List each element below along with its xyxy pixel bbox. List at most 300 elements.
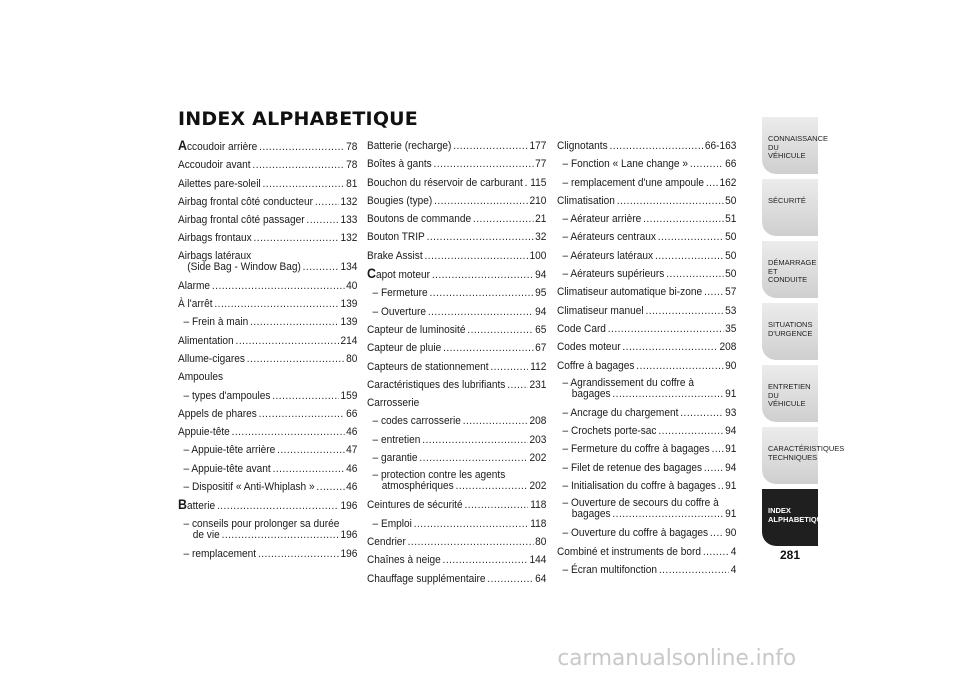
index-column-1 — [178, 137, 357, 563]
index-entry — [367, 394, 546, 412]
entry-label: – types d'ampoules — [184, 387, 271, 405]
index-subentry — [178, 478, 357, 496]
entry-label: – Aérateurs supérieurs — [563, 265, 665, 283]
entry-page: 208 — [719, 341, 737, 354]
dot-leader — [316, 478, 344, 496]
index-subentry — [557, 459, 736, 477]
index-subentry — [557, 524, 736, 542]
index-entry — [367, 570, 546, 588]
dot-leader — [232, 423, 345, 441]
dot-leader — [655, 247, 723, 265]
entry-page: 159 — [340, 389, 358, 402]
entry-label: – garantie — [373, 449, 418, 467]
entry-page: 91 — [725, 508, 737, 521]
entry-continuation — [563, 389, 737, 400]
entry-page: 50 — [725, 268, 737, 281]
index-subentry — [367, 412, 546, 430]
entry-page: 46 — [346, 481, 358, 494]
entry-page: 214 — [340, 334, 358, 347]
entry-label: – conseils pour prolonger sa durée — [184, 519, 358, 530]
entry-page: 118 — [530, 499, 547, 512]
dot-leader — [666, 265, 723, 283]
dot-leader — [487, 570, 533, 588]
entry-label-continued: (Side Bag - Window Bag) — [187, 260, 301, 273]
index-entry — [367, 247, 546, 265]
entry-label: – Ouverture — [373, 303, 426, 321]
entry-page: 91 — [725, 480, 737, 493]
entry-page: 210 — [529, 194, 547, 207]
dot-leader — [507, 376, 527, 394]
entry-page: 202 — [529, 480, 547, 493]
index-entry — [178, 496, 357, 515]
entry-label: Chaînes à neige — [367, 554, 441, 567]
entry-page: 66-163 — [704, 140, 737, 152]
entry-page: 91 — [725, 443, 737, 456]
entry-continuation — [178, 262, 357, 273]
entry-label: – Aérateurs centraux — [563, 228, 656, 246]
entry-page: 51 — [725, 213, 737, 226]
dot-leader — [658, 422, 723, 440]
page-title: INDEX ALPHABETIQUE — [178, 108, 418, 130]
index-subentry — [557, 265, 736, 283]
dot-leader — [432, 266, 533, 284]
entry-page: 32 — [535, 231, 547, 244]
entry-continuation — [184, 530, 358, 541]
dot-leader — [236, 332, 339, 350]
entry-label: – remplacement d'une ampoule — [563, 174, 704, 192]
entry-label: Bouchon du réservoir de carburant — [367, 176, 523, 189]
entry-page: 90 — [725, 527, 737, 540]
entry-page: 21 — [535, 213, 547, 226]
dot-leader — [712, 440, 724, 458]
index-entry — [178, 175, 357, 193]
section-tabs — [762, 117, 845, 551]
entry-label — [178, 496, 215, 515]
entry-label: Climatiseur automatique bi-zone — [557, 286, 703, 299]
entry-label: Capteur de pluie — [367, 342, 442, 355]
entry-page: 50 — [725, 231, 737, 244]
entry-continuation — [563, 509, 737, 520]
initial-letter: C — [367, 266, 376, 282]
initial-letter: B — [178, 497, 187, 513]
index-entry — [367, 376, 546, 394]
dot-leader — [704, 283, 723, 301]
entry-page: 4 — [730, 563, 737, 576]
dot-leader — [217, 497, 339, 515]
entry-page: 100 — [529, 249, 547, 262]
entry-label: À l'arrêt — [178, 298, 213, 311]
entry-label: Capteur de luminosité — [367, 323, 466, 336]
index-subentry — [367, 449, 546, 467]
dot-leader — [617, 192, 724, 210]
index-entry — [178, 423, 357, 441]
dot-leader — [609, 137, 703, 155]
entry-page: 94 — [535, 305, 547, 318]
entry-page: 80 — [535, 535, 547, 548]
entry-page: 95 — [535, 287, 547, 300]
dot-leader — [214, 295, 338, 313]
dot-leader — [428, 303, 533, 321]
entry-label: Ceintures de sécurité — [367, 499, 463, 512]
dot-leader — [434, 192, 528, 210]
entry-label: Bougies (type) — [367, 194, 433, 207]
entry-page: 202 — [529, 452, 547, 465]
entry-label: Appels de phares — [178, 407, 257, 420]
page-number: 281 — [779, 548, 801, 562]
entry-page: 203 — [529, 433, 547, 446]
entry-label: – Crochets porte-sac — [563, 422, 657, 440]
entry-label: – Ouverture du coffre à bagages — [563, 524, 709, 542]
entry-page: 139 — [340, 298, 358, 311]
index-entry — [557, 495, 736, 524]
section-tab[interactable] — [762, 241, 818, 298]
entry-label: – Initialisation du coffre à bagages — [563, 477, 716, 495]
section-tab[interactable] — [762, 489, 828, 546]
entry-page: 94 — [725, 461, 737, 474]
index-entry — [557, 543, 736, 561]
dot-leader — [443, 339, 533, 357]
index-entry — [367, 496, 546, 514]
entry-label: – remplacement — [184, 545, 257, 563]
entry-page: 208 — [529, 415, 547, 428]
index-entry — [178, 193, 357, 211]
index-entry — [557, 320, 736, 338]
index-entry — [367, 533, 546, 551]
dot-leader — [315, 193, 339, 211]
index-entry — [178, 229, 357, 247]
index-entry — [367, 551, 546, 569]
dot-leader — [680, 404, 723, 422]
entry-label-continued: bagages — [571, 387, 611, 400]
index-entry — [178, 295, 357, 313]
entry-label: Ailettes pare-soleil — [178, 177, 261, 190]
entry-page: 196 — [340, 528, 358, 541]
entry-label: Codes moteur — [557, 341, 621, 354]
index-entry — [178, 332, 357, 350]
entry-page: 67 — [535, 342, 547, 355]
index-subentry — [367, 284, 546, 302]
index-entry — [178, 405, 357, 423]
entry-label: – Aérateurs latéraux — [563, 247, 654, 265]
index-subentry — [557, 561, 736, 579]
entry-page: 47 — [346, 444, 358, 457]
entry-label: – Ouverture de secours du coffre à — [563, 498, 737, 509]
entry-label: Ampoules — [178, 371, 224, 384]
section-tab[interactable] — [762, 427, 845, 484]
index-entry — [557, 375, 736, 404]
entry-label: Batterie (recharge) — [367, 140, 452, 152]
dot-leader — [706, 174, 718, 192]
dot-leader — [456, 481, 528, 492]
dot-leader — [659, 561, 729, 579]
entry-page: 35 — [725, 322, 737, 335]
entry-label-rest: apot moteur — [375, 269, 430, 282]
section-tab[interactable] — [762, 179, 818, 236]
index-column-3 — [557, 137, 736, 579]
entry-label: Climatisation — [557, 194, 615, 207]
index-entry — [367, 174, 546, 192]
dot-leader — [422, 431, 527, 449]
entry-label: – Fermeture du coffre à bagages — [563, 440, 710, 458]
entry-page: 144 — [529, 554, 547, 567]
dot-leader — [612, 509, 723, 520]
dot-leader — [703, 543, 729, 561]
entry-label: Boîtes à gants — [367, 158, 432, 171]
entry-label: – codes carrosserie — [373, 412, 461, 430]
entry-page: 196 — [340, 500, 358, 513]
entry-page: 57 — [725, 286, 737, 299]
entry-label: Accoudoir avant — [178, 159, 251, 172]
section-tab[interactable] — [762, 365, 818, 422]
dot-leader — [222, 530, 339, 541]
entry-label: Chauffage supplémentaire — [367, 572, 486, 585]
entry-label: Brake Assist — [367, 249, 423, 262]
index-subentry — [557, 247, 736, 265]
entry-page: 196 — [340, 547, 358, 560]
section-tab[interactable] — [762, 303, 818, 360]
entry-label: – Ancrage du chargement — [563, 404, 679, 422]
dot-leader — [258, 545, 339, 563]
entry-label: – Dispositif « Anti-Whiplash » — [184, 478, 315, 496]
index-subentry — [557, 422, 736, 440]
entry-label: Allume-cigares — [178, 352, 245, 365]
entry-label-continued: de vie — [192, 528, 220, 541]
dot-leader — [718, 477, 724, 495]
index-entry — [557, 338, 736, 356]
entry-label: – entretien — [373, 431, 421, 449]
dot-leader — [259, 138, 344, 156]
entry-page: 139 — [340, 316, 358, 329]
entry-label-continued: atmosphériques — [381, 480, 454, 493]
index-subentry — [557, 174, 736, 192]
index-subentry — [178, 387, 357, 405]
index-entry — [367, 265, 546, 284]
entry-label: – Écran multifonction — [563, 561, 658, 579]
entry-label: Capteurs de stationnement — [367, 360, 489, 373]
dot-leader — [473, 210, 533, 228]
dot-leader — [622, 338, 717, 356]
dot-leader — [419, 449, 527, 467]
index-entry — [367, 155, 546, 173]
entry-page: 112 — [530, 360, 547, 373]
dot-leader — [645, 302, 723, 320]
dot-leader — [250, 313, 339, 331]
dot-leader — [427, 228, 534, 246]
initial-letter: A — [178, 138, 187, 153]
dot-leader — [453, 137, 527, 155]
index-entry — [557, 283, 736, 301]
dot-leader — [430, 284, 534, 302]
entry-label: Airbags latéraux — [178, 249, 252, 262]
entry-label: – Emploi — [373, 515, 412, 533]
entry-label-rest: ccoudoir arrière — [186, 141, 258, 153]
entry-label: Bouton TRIP — [367, 231, 425, 244]
entry-page: 66 — [346, 407, 358, 420]
dot-leader — [690, 155, 723, 173]
entry-page: 4 — [730, 545, 737, 558]
index-entry — [367, 339, 546, 357]
dot-leader — [636, 357, 723, 375]
entry-label: Airbag frontal côté conducteur — [178, 195, 314, 208]
entry-label: – Appuie-tête arrière — [184, 441, 276, 459]
entry-page: 80 — [346, 352, 358, 365]
index-subentry — [178, 545, 357, 563]
entry-page: 162 — [719, 176, 737, 189]
entry-label: – Filet de retenue des bagages — [563, 459, 703, 477]
entry-continuation — [373, 481, 547, 492]
dot-leader — [252, 156, 344, 174]
entry-page: 65 — [535, 323, 547, 336]
index-entry — [367, 358, 546, 376]
index-subentry — [557, 155, 736, 173]
entry-page: 64 — [535, 572, 547, 585]
entry-label-rest: atterie — [186, 500, 216, 513]
index-subentry — [178, 441, 357, 459]
entry-label — [178, 137, 257, 156]
entry-label: Caractéristiques des lubrifiants — [367, 378, 506, 391]
index-entry — [178, 516, 357, 545]
entry-page: 50 — [725, 194, 737, 207]
index-entry — [367, 228, 546, 246]
index-subentry — [367, 303, 546, 321]
entry-page: 46 — [346, 426, 358, 439]
dot-leader — [443, 551, 528, 569]
index-entry — [557, 302, 736, 320]
entry-page: 134 — [340, 260, 358, 273]
entry-page: 118 — [530, 517, 547, 530]
index-entry — [178, 248, 357, 277]
entry-label-continued: bagages — [571, 508, 611, 521]
index-entry — [557, 357, 736, 375]
section-tab-label: CARACTÉRISTIQUES TECHNIQUES — [768, 444, 845, 462]
entry-page: 132 — [340, 232, 358, 245]
section-tab-label: SÉCURITÉ — [768, 196, 806, 205]
entry-page: 93 — [725, 406, 737, 419]
index-entry — [367, 192, 546, 210]
entry-label: – protection contre les agents — [373, 470, 547, 481]
entry-page: 46 — [346, 462, 358, 475]
dot-leader — [303, 262, 339, 273]
entry-label: Code Card — [557, 322, 606, 335]
entry-label: – Fermeture — [373, 284, 428, 302]
section-tab-label: INDEX ALPHABETIQUE — [768, 506, 828, 524]
index-entry — [178, 368, 357, 386]
entry-label: Airbags frontaux — [178, 232, 252, 245]
index-entry — [367, 467, 546, 496]
entry-page: 40 — [346, 279, 358, 292]
entry-page: 53 — [725, 304, 737, 317]
entry-label: Cendrier — [367, 535, 406, 548]
entry-label: Coffre à bagages — [557, 359, 635, 372]
index-entry — [367, 210, 546, 228]
entry-page: 177 — [529, 140, 547, 152]
index-subentry — [557, 228, 736, 246]
dot-leader — [643, 210, 723, 228]
section-tab-label: CONNAISSANCE DU VÉHICULE — [768, 134, 829, 160]
dot-leader — [434, 155, 534, 173]
index-subentry — [557, 404, 736, 422]
watermark: carmanualsonline.info — [557, 646, 797, 671]
index-entry — [178, 137, 357, 156]
dot-leader — [490, 358, 528, 376]
entry-label: Climatiseur manuel — [557, 304, 644, 317]
index-entry — [178, 211, 357, 229]
entry-label: – Frein à main — [184, 313, 249, 331]
entry-page: 91 — [725, 387, 737, 400]
entry-page: 132 — [340, 195, 358, 208]
entry-label: – Fonction « Lane change » — [563, 155, 688, 173]
dot-leader — [525, 174, 529, 192]
entry-page: 115 — [530, 176, 547, 189]
entry-label: Alarme — [178, 279, 211, 292]
entry-label: Boutons de commande — [367, 213, 472, 226]
dot-leader — [272, 387, 338, 405]
entry-label: – Agrandissement du coffre à — [563, 378, 737, 389]
index-entry — [367, 137, 546, 155]
dot-leader — [277, 441, 344, 459]
entry-page: 50 — [725, 249, 737, 262]
dot-leader — [704, 459, 723, 477]
index-entry — [178, 350, 357, 368]
index-entry — [367, 321, 546, 339]
dot-leader — [212, 277, 344, 295]
dot-leader — [464, 496, 528, 514]
entry-label: – Aérateur arrière — [563, 210, 642, 228]
index-entry — [557, 192, 736, 210]
dot-leader — [425, 247, 528, 265]
section-tab-label: ENTRETIEN DU VÉHICULE — [768, 382, 811, 408]
entry-label — [367, 265, 430, 284]
index-entry — [557, 137, 736, 155]
index-subentry — [557, 210, 736, 228]
dot-leader — [414, 515, 529, 533]
index-column-2 — [367, 137, 546, 588]
dot-leader — [259, 405, 345, 423]
index-subentry — [178, 313, 357, 331]
entry-label: Carrosserie — [367, 397, 420, 410]
dot-leader — [463, 412, 528, 430]
entry-label: Clignotants — [557, 140, 608, 152]
dot-leader — [710, 524, 723, 542]
dot-leader — [612, 389, 723, 400]
dot-leader — [247, 350, 345, 368]
entry-page: 78 — [346, 141, 358, 153]
index-subentry — [178, 460, 357, 478]
dot-leader — [273, 460, 345, 478]
section-tab-label: SITUATIONS D'URGENCE — [768, 320, 813, 338]
index-entry — [178, 156, 357, 174]
dot-leader — [306, 211, 338, 229]
dot-leader — [467, 321, 533, 339]
dot-leader — [658, 228, 724, 246]
section-tab[interactable] — [762, 117, 829, 174]
entry-page: 90 — [725, 359, 737, 372]
entry-page: 81 — [346, 177, 358, 190]
entry-page: 231 — [529, 378, 547, 391]
index-subentry — [557, 440, 736, 458]
entry-label: – Appuie-tête avant — [184, 460, 271, 478]
entry-label: Appuie-tête — [178, 426, 230, 439]
entry-page: 94 — [535, 269, 547, 282]
dot-leader — [408, 533, 534, 551]
index-subentry — [367, 431, 546, 449]
entry-page: 66 — [725, 158, 737, 171]
entry-label: Airbag frontal côté passager — [178, 214, 305, 227]
entry-page: 77 — [535, 158, 547, 171]
index-entry — [178, 277, 357, 295]
entry-label: Alimentation — [178, 334, 234, 347]
entry-page: 94 — [725, 425, 737, 438]
